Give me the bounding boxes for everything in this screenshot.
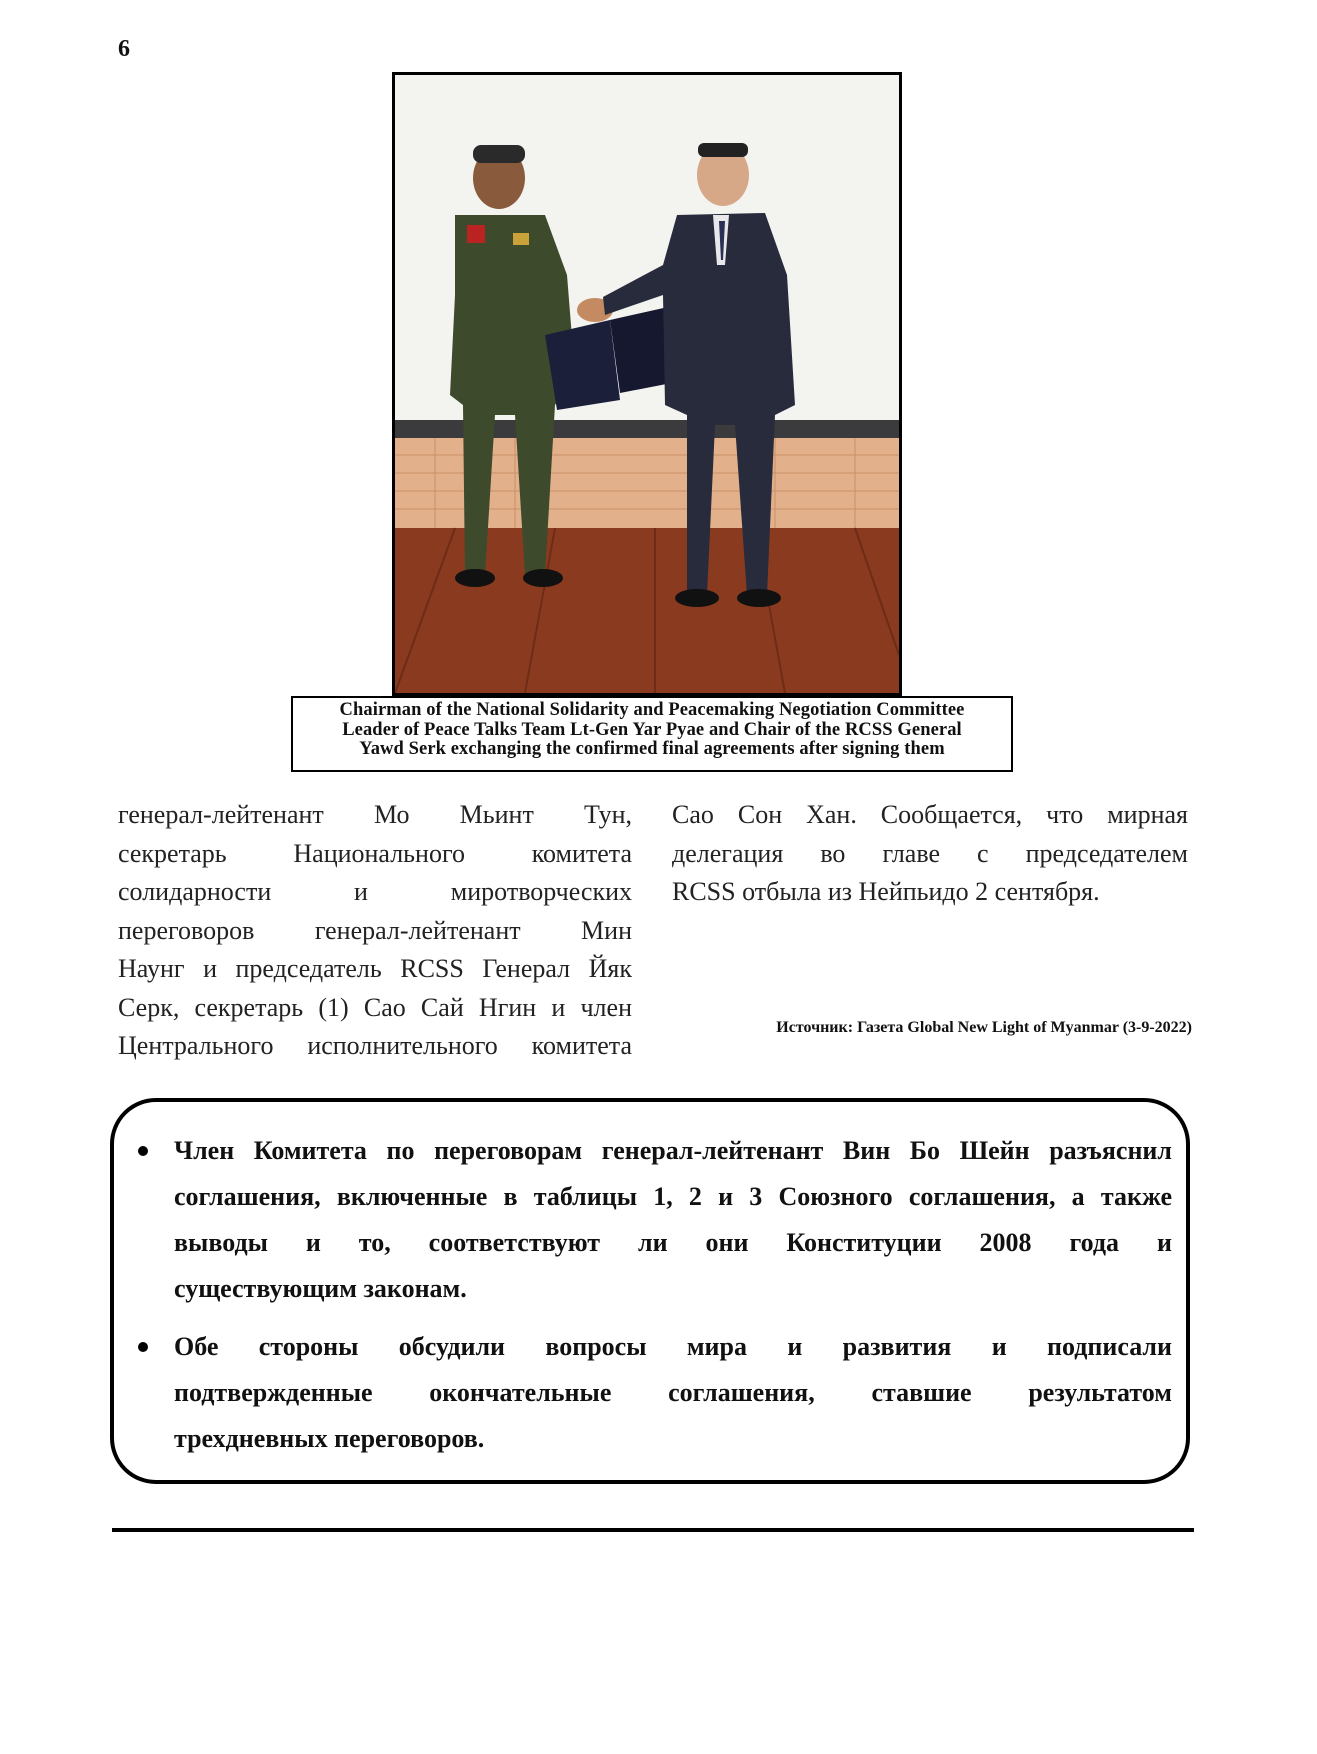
text-line: солидарности и миротворческих bbox=[118, 877, 632, 906]
text-line: подтвержденные окончательные соглашения, ставшие результатом bbox=[174, 1378, 1172, 1407]
text-line: соглашения, включенные в таблицы 1, 2 и 3 Союзного соглашения, а также bbox=[174, 1182, 1172, 1211]
summary-bullet bbox=[174, 1128, 1172, 1312]
summary-box bbox=[110, 1098, 1190, 1484]
photo-caption bbox=[291, 696, 1013, 772]
text-line: переговоров генерал-лейтенант Мин bbox=[118, 915, 632, 945]
photo-handshake-icon bbox=[395, 75, 899, 693]
bullet-icon bbox=[138, 1342, 148, 1352]
caption-line: Leader of Peace Talks Team Lt-Gen Yar Pyae and Chair of the RCSS General bbox=[342, 719, 962, 740]
text-line: существующим законам. bbox=[174, 1274, 467, 1303]
text-line: трехдневных переговоров. bbox=[174, 1424, 485, 1453]
text-line: выводы и то, соответствуют ли они Конституции 2008 года и bbox=[174, 1228, 1172, 1257]
article-right-column bbox=[672, 796, 1188, 912]
text-line: Центрального исполнительного комитета bbox=[118, 1031, 632, 1060]
text-line: Член Комитета по переговорам генерал-лейтенант Вин Бо Шейн разъяснил bbox=[174, 1136, 1172, 1165]
bullet-icon bbox=[138, 1146, 148, 1156]
horizontal-rule bbox=[112, 1528, 1194, 1532]
summary-bullet bbox=[174, 1324, 1172, 1462]
source-citation: Источник: Газета Global New Light of Myanmar (3-9-2022) bbox=[776, 1019, 1192, 1036]
text-line: Наунг и председатель RCSS Генерал Йяк bbox=[118, 954, 632, 983]
handshake-photo bbox=[392, 72, 902, 696]
text-line: секретарь Национального комитета bbox=[118, 838, 632, 868]
article-left-column bbox=[118, 796, 632, 1066]
text-line: RCSS отбыла из Нейпьидо 2 сентября. bbox=[672, 877, 1100, 906]
text-line: генерал-лейтенант Мо Мьинт Тун, bbox=[118, 800, 632, 829]
caption-line: Chairman of the National Solidarity and Peacemaking Negotiation Committee bbox=[339, 700, 965, 720]
text-line: Серк, секретарь (1) Сао Сай Нгин и член bbox=[118, 992, 632, 1022]
caption-line: Yawd Serk exchanging the confirmed final agreements after signing them bbox=[359, 739, 945, 759]
text-line: Сао Сон Хан. Сообщается, что мирная bbox=[672, 800, 1188, 829]
page-number: 6 bbox=[118, 36, 130, 62]
text-line: Обе стороны обсудили вопросы мира и развития и подписали bbox=[174, 1332, 1172, 1361]
text-line: делегация во главе с председателем bbox=[672, 838, 1188, 868]
